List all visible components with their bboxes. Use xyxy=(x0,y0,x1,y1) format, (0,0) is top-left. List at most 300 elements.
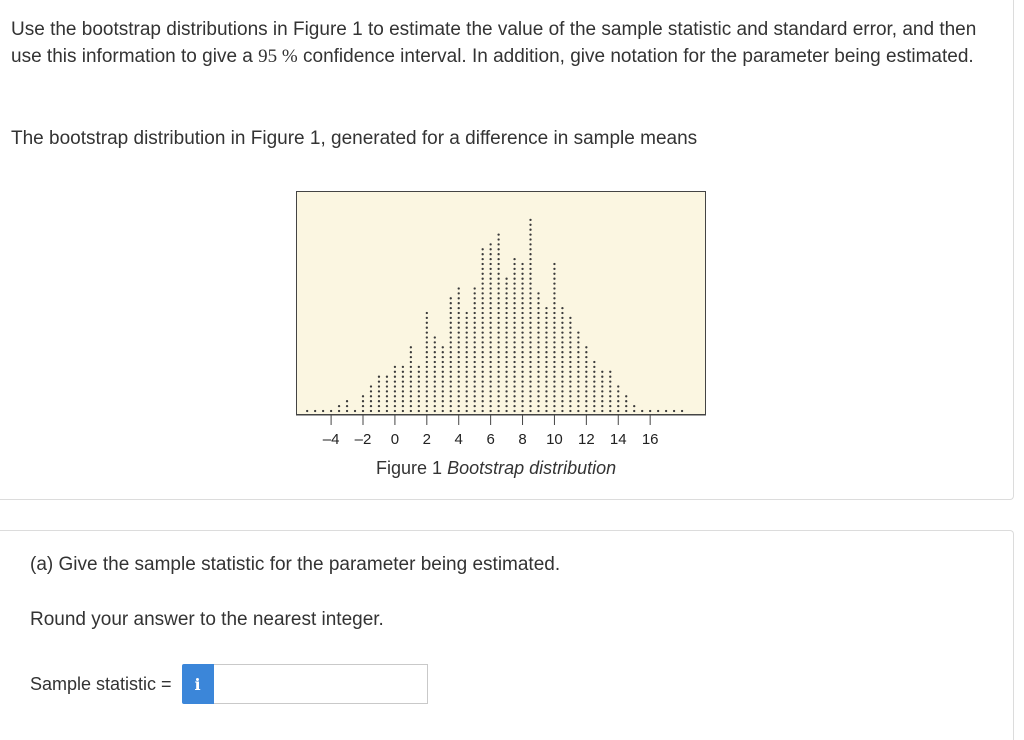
bootstrap-dot xyxy=(569,341,571,343)
figure-caption: Figure 1 Bootstrap distribution xyxy=(376,458,617,478)
bootstrap-dot xyxy=(601,405,603,407)
bootstrap-dot xyxy=(553,380,555,382)
bootstrap-dot xyxy=(482,297,484,299)
bootstrap-dot xyxy=(585,346,587,348)
bootstrap-dot xyxy=(561,371,563,373)
bootstrap-dot xyxy=(529,253,531,255)
bootstrap-dot xyxy=(450,351,452,353)
bootstrap-dot xyxy=(378,395,380,397)
bootstrap-dot xyxy=(569,317,571,319)
bootstrap-dot xyxy=(601,376,603,378)
bootstrap-dot xyxy=(521,307,523,309)
bootstrap-dot xyxy=(553,366,555,368)
bootstrap-dot xyxy=(418,380,420,382)
bootstrap-dot xyxy=(521,351,523,353)
bootstrap-dot xyxy=(553,346,555,348)
bootstrap-dot xyxy=(593,361,595,363)
x-tick-label: 16 xyxy=(641,431,659,448)
bootstrap-dot xyxy=(489,278,491,280)
bootstrap-dot xyxy=(577,405,579,407)
bootstrap-dot xyxy=(561,351,563,353)
bootstrap-dot xyxy=(505,331,507,333)
bootstrap-dot xyxy=(489,331,491,333)
bootstrap-dot xyxy=(489,356,491,358)
bootstrap-dot xyxy=(497,307,499,309)
bootstrap-dot xyxy=(497,331,499,333)
bootstrap-dot xyxy=(529,317,531,319)
bootstrap-dot xyxy=(474,356,476,358)
bootstrap-dot xyxy=(402,410,404,412)
bootstrap-dot xyxy=(402,380,404,382)
bootstrap-dot xyxy=(545,322,547,324)
bootstrap-dot xyxy=(482,395,484,397)
bootstrap-dot xyxy=(505,292,507,294)
bootstrap-dot xyxy=(482,380,484,382)
bootstrap-dot xyxy=(474,312,476,314)
bootstrap-dot xyxy=(513,307,515,309)
bootstrap-dot xyxy=(434,371,436,373)
bootstrap-dot xyxy=(410,376,412,378)
bootstrap-dot xyxy=(450,302,452,304)
bootstrap-dot xyxy=(521,395,523,397)
bootstrap-dot xyxy=(513,346,515,348)
bootstrap-dot xyxy=(434,380,436,382)
bootstrap-dot xyxy=(426,341,428,343)
bootstrap-dot xyxy=(458,351,460,353)
bootstrap-dot xyxy=(410,346,412,348)
bootstrap-dot xyxy=(426,410,428,412)
bootstrap-dot xyxy=(426,395,428,397)
bootstrap-dot xyxy=(593,380,595,382)
bootstrap-dot xyxy=(537,395,539,397)
bootstrap-dot xyxy=(434,395,436,397)
bootstrap-dot xyxy=(338,410,340,412)
bootstrap-dot xyxy=(553,312,555,314)
bootstrap-dot xyxy=(577,385,579,387)
bootstrap-dot xyxy=(577,346,579,348)
bootstrap-dot xyxy=(569,400,571,402)
bootstrap-dot xyxy=(585,366,587,368)
bootstrap-dot xyxy=(545,385,547,387)
bootstrap-dot xyxy=(426,390,428,392)
bootstrap-dot xyxy=(410,351,412,353)
bootstrap-dot xyxy=(625,395,627,397)
bootstrap-dot xyxy=(458,292,460,294)
bootstrap-dot xyxy=(458,376,460,378)
bootstrap-dot xyxy=(529,351,531,353)
bootstrap-dot xyxy=(474,287,476,289)
bootstrap-dot xyxy=(426,376,428,378)
confidence-level: 95 % xyxy=(258,46,298,67)
bootstrap-dot xyxy=(521,346,523,348)
bootstrap-dot xyxy=(529,331,531,333)
bootstrap-dot xyxy=(370,395,372,397)
bootstrap-dot xyxy=(513,317,515,319)
bootstrap-dot xyxy=(489,282,491,284)
bootstrap-dot xyxy=(585,376,587,378)
bootstrap-dot xyxy=(505,351,507,353)
bootstrap-dot xyxy=(426,380,428,382)
bootstrap-dot xyxy=(489,263,491,265)
bootstrap-dot xyxy=(673,410,675,412)
bootstrap-dot xyxy=(394,376,396,378)
bootstrap-dot xyxy=(450,361,452,363)
bootstrap-dot xyxy=(442,361,444,363)
bootstrap-dot xyxy=(561,380,563,382)
bootstrap-dot xyxy=(434,390,436,392)
bootstrap-dot xyxy=(545,410,547,412)
bootstrap-dot xyxy=(497,341,499,343)
bootstrap-dot xyxy=(545,390,547,392)
bootstrap-dot xyxy=(474,297,476,299)
bootstrap-dot xyxy=(545,312,547,314)
bootstrap-dot xyxy=(386,410,388,412)
bootstrap-dot xyxy=(585,400,587,402)
bootstrap-dot xyxy=(442,385,444,387)
bootstrap-dot xyxy=(426,371,428,373)
bootstrap-dot xyxy=(434,385,436,387)
bootstrap-dot xyxy=(537,356,539,358)
bootstrap-dot xyxy=(505,385,507,387)
bootstrap-dot xyxy=(482,376,484,378)
bootstrap-dot xyxy=(545,380,547,382)
bootstrap-dot xyxy=(553,395,555,397)
bootstrap-dot xyxy=(577,331,579,333)
bootstrap-dot xyxy=(497,273,499,275)
bootstrap-dot xyxy=(489,390,491,392)
bootstrap-dot xyxy=(489,292,491,294)
bootstrap-dot xyxy=(529,287,531,289)
bootstrap-dot xyxy=(402,385,404,387)
bootstrap-dot xyxy=(593,410,595,412)
bootstrap-dot xyxy=(529,307,531,309)
bootstrap-dot xyxy=(521,322,523,324)
bootstrap-dot xyxy=(601,380,603,382)
bootstrap-dot xyxy=(346,400,348,402)
bootstrap-dot xyxy=(521,336,523,338)
bootstrap-dot xyxy=(410,380,412,382)
bootstrap-dot xyxy=(609,390,611,392)
bootstrap-dot xyxy=(497,400,499,402)
bootstrap-dot xyxy=(314,410,316,412)
bootstrap-dot xyxy=(617,400,619,402)
bootstrap-dot xyxy=(513,341,515,343)
x-tick-label: 2 xyxy=(422,431,431,448)
bootstrap-dot xyxy=(553,331,555,333)
bootstrap-dot xyxy=(553,351,555,353)
bootstrap-dot xyxy=(593,390,595,392)
bootstrap-dot xyxy=(394,410,396,412)
bootstrap-dot xyxy=(426,327,428,329)
bootstrap-dot xyxy=(378,410,380,412)
bootstrap-dot xyxy=(505,395,507,397)
bootstrap-dot xyxy=(466,331,468,333)
bootstrap-dot xyxy=(458,405,460,407)
bootstrap-dot xyxy=(505,287,507,289)
bootstrap-dot xyxy=(458,327,460,329)
bootstrap-dot xyxy=(521,268,523,270)
bootstrap-dot xyxy=(529,390,531,392)
bootstrap-dot xyxy=(394,371,396,373)
bootstrap-dot xyxy=(505,361,507,363)
bootstrap-dot xyxy=(505,341,507,343)
bootstrap-dot xyxy=(521,361,523,363)
bootstrap-dot xyxy=(641,410,643,412)
bootstrap-dot xyxy=(585,405,587,407)
bootstrap-dot xyxy=(442,351,444,353)
bootstrap-dot xyxy=(402,395,404,397)
bootstrap-dot xyxy=(402,405,404,407)
bootstrap-dot xyxy=(529,346,531,348)
bootstrap-dot xyxy=(482,336,484,338)
bootstrap-dot xyxy=(505,346,507,348)
bootstrap-dot xyxy=(561,410,563,412)
bootstrap-dot xyxy=(521,341,523,343)
bootstrap-dot xyxy=(474,292,476,294)
sample-statistic-input[interactable] xyxy=(214,664,428,704)
bootstrap-dot xyxy=(553,263,555,265)
bootstrap-dot xyxy=(346,410,348,412)
bootstrap-dot xyxy=(521,292,523,294)
bootstrap-dot xyxy=(450,312,452,314)
bootstrap-dot xyxy=(537,302,539,304)
bootstrap-dot xyxy=(362,395,364,397)
bootstrap-dot xyxy=(466,410,468,412)
bootstrap-dot xyxy=(609,385,611,387)
bootstrap-dot xyxy=(489,312,491,314)
bootstrap-dot xyxy=(410,405,412,407)
bootstrap-dot xyxy=(482,292,484,294)
bootstrap-dot xyxy=(553,282,555,284)
bootstrap-dot xyxy=(450,322,452,324)
bootstrap-dot xyxy=(466,356,468,358)
question-intro: Use the bootstrap distributions in Figure 1 to estimate the value of the sample statistic and standard error, and then use this information to give a 95 % confidence interval. In addition, give notation for the parameter being estimated. xyxy=(11,19,977,67)
bootstrap-dot xyxy=(426,361,428,363)
bootstrap-dot xyxy=(513,327,515,329)
bootstrap-dot xyxy=(450,410,452,412)
bootstrap-dot xyxy=(426,317,428,319)
bootstrap-dot xyxy=(386,385,388,387)
bootstrap-dot xyxy=(458,400,460,402)
bootstrap-dot xyxy=(426,351,428,353)
bootstrap-dot xyxy=(569,366,571,368)
bootstrap-dot xyxy=(474,376,476,378)
bootstrap-dot xyxy=(497,253,499,255)
x-tick-label: 12 xyxy=(578,431,595,448)
bootstrap-dot xyxy=(497,385,499,387)
bootstrap-dot xyxy=(362,410,364,412)
bootstrap-dot xyxy=(466,366,468,368)
bootstrap-dot xyxy=(529,385,531,387)
bootstrap-dot xyxy=(569,336,571,338)
bootstrap-dot xyxy=(402,376,404,378)
bootstrap-dot xyxy=(418,395,420,397)
bootstrap-dot xyxy=(402,400,404,402)
bootstrap-dot xyxy=(569,380,571,382)
bootstrap-dot xyxy=(489,322,491,324)
bootstrap-dot xyxy=(466,322,468,324)
bootstrap-dot xyxy=(521,376,523,378)
bootstrap-dot xyxy=(450,395,452,397)
bootstrap-dot xyxy=(418,405,420,407)
bootstrap-dot xyxy=(529,410,531,412)
bootstrap-dot xyxy=(489,351,491,353)
bootstrap-dot xyxy=(434,356,436,358)
bootstrap-dot xyxy=(529,273,531,275)
bootstrap-dot xyxy=(418,366,420,368)
bootstrap-dot xyxy=(450,341,452,343)
bootstrap-dot xyxy=(482,400,484,402)
bootstrap-dot xyxy=(521,405,523,407)
bootstrap-dot xyxy=(482,327,484,329)
bootstrap-dot xyxy=(649,410,651,412)
bootstrap-dot xyxy=(577,341,579,343)
bootstrap-dot xyxy=(561,385,563,387)
bootstrap-dot xyxy=(529,233,531,235)
bootstrap-dot xyxy=(410,395,412,397)
bootstrap-dot xyxy=(593,371,595,373)
bootstrap-dot xyxy=(529,238,531,240)
bootstrap-dot xyxy=(497,248,499,250)
figure-lead-text: The bootstrap distribution in Figure 1, generated for a difference in sample means xyxy=(11,128,698,149)
bootstrap-dot xyxy=(521,327,523,329)
bootstrap-dot xyxy=(362,405,364,407)
bootstrap-dot xyxy=(505,356,507,358)
bootstrap-dot xyxy=(593,385,595,387)
bootstrap-dot xyxy=(378,385,380,387)
bootstrap-dot xyxy=(466,351,468,353)
bootstrap-dot xyxy=(633,405,635,407)
bootstrap-dot xyxy=(306,410,308,412)
bootstrap-dot xyxy=(569,376,571,378)
bootstrap-dot xyxy=(505,366,507,368)
x-tick-label: 0 xyxy=(390,431,400,448)
bootstrap-dot xyxy=(426,366,428,368)
bootstrap-dot xyxy=(466,317,468,319)
bootstrap-dot xyxy=(537,292,539,294)
bootstrap-dot xyxy=(450,307,452,309)
bootstrap-dot xyxy=(537,361,539,363)
bootstrap-dot xyxy=(497,287,499,289)
bootstrap-dot xyxy=(561,327,563,329)
bootstrap-dot xyxy=(577,336,579,338)
bootstrap-dot xyxy=(489,371,491,373)
bootstrap-dot xyxy=(497,238,499,240)
bootstrap-dot xyxy=(569,395,571,397)
bootstrap-dot xyxy=(569,361,571,363)
bootstrap-dot xyxy=(553,410,555,412)
bootstrap-dot xyxy=(442,356,444,358)
bootstrap-dot xyxy=(553,287,555,289)
bootstrap-dot xyxy=(410,400,412,402)
bootstrap-dot xyxy=(466,341,468,343)
bootstrap-dot xyxy=(466,346,468,348)
bootstrap-dot xyxy=(505,405,507,407)
bootstrap-dot xyxy=(489,302,491,304)
bootstrap-dot xyxy=(529,380,531,382)
bootstrap-dot xyxy=(489,376,491,378)
bootstrap-dot xyxy=(489,248,491,250)
bootstrap-dot xyxy=(529,322,531,324)
bootstrap-dot xyxy=(505,312,507,314)
bootstrap-dot xyxy=(505,390,507,392)
bootstrap-dot xyxy=(593,405,595,407)
bootstrap-dot xyxy=(497,302,499,304)
bootstrap-dot xyxy=(370,405,372,407)
bootstrap-dot xyxy=(418,400,420,402)
bootstrap-dot xyxy=(489,268,491,270)
bootstrap-dot xyxy=(458,287,460,289)
bootstrap-dot xyxy=(497,312,499,314)
bootstrap-dot xyxy=(593,376,595,378)
bootstrap-dot xyxy=(489,336,491,338)
bootstrap-dot xyxy=(617,390,619,392)
bootstrap-dot xyxy=(458,346,460,348)
bootstrap-dot xyxy=(545,400,547,402)
bootstrap-dot xyxy=(482,385,484,387)
answer-row xyxy=(30,664,428,704)
bootstrap-dot xyxy=(561,400,563,402)
bootstrap-dot xyxy=(386,390,388,392)
bootstrap-dot xyxy=(561,312,563,314)
bootstrap-dot xyxy=(450,346,452,348)
info-icon[interactable]: i xyxy=(182,664,214,704)
bootstrap-dot xyxy=(458,322,460,324)
bootstrap-dot xyxy=(521,273,523,275)
bootstrap-dot xyxy=(553,297,555,299)
bootstrap-dot xyxy=(482,322,484,324)
bootstrap-dot xyxy=(601,410,603,412)
bootstrap-dot xyxy=(505,371,507,373)
bootstrap-dot xyxy=(370,400,372,402)
bootstrap-dot xyxy=(521,297,523,299)
bootstrap-dot xyxy=(410,356,412,358)
bootstrap-dot xyxy=(474,322,476,324)
bootstrap-dot xyxy=(442,376,444,378)
bootstrap-dot xyxy=(450,405,452,407)
bootstrap-dot xyxy=(474,302,476,304)
bootstrap-dot xyxy=(482,282,484,284)
bootstrap-dot xyxy=(489,361,491,363)
bootstrap-dot xyxy=(529,356,531,358)
bootstrap-dot xyxy=(529,371,531,373)
bootstrap-dot xyxy=(426,322,428,324)
bootstrap-dot xyxy=(529,268,531,270)
bootstrap-dot xyxy=(545,317,547,319)
bootstrap-dot xyxy=(386,400,388,402)
bootstrap-dot xyxy=(505,380,507,382)
bootstrap-dot xyxy=(537,385,539,387)
bootstrap-dot xyxy=(410,410,412,412)
bootstrap-dot xyxy=(489,317,491,319)
bootstrap-dot xyxy=(482,371,484,373)
bootstrap-dot xyxy=(482,346,484,348)
bootstrap-dot xyxy=(569,390,571,392)
bootstrap-dot xyxy=(529,263,531,265)
bootstrap-dot xyxy=(537,336,539,338)
bootstrap-dot xyxy=(466,395,468,397)
bootstrap-dot xyxy=(442,400,444,402)
bootstrap-dot xyxy=(497,346,499,348)
bootstrap-dot xyxy=(442,390,444,392)
bootstrap-dot xyxy=(450,297,452,299)
bootstrap-dot xyxy=(561,346,563,348)
bootstrap-dot xyxy=(466,405,468,407)
bootstrap-dot xyxy=(537,322,539,324)
bootstrap-dot xyxy=(609,376,611,378)
bootstrap-dot xyxy=(529,400,531,402)
bootstrap-dot xyxy=(466,390,468,392)
